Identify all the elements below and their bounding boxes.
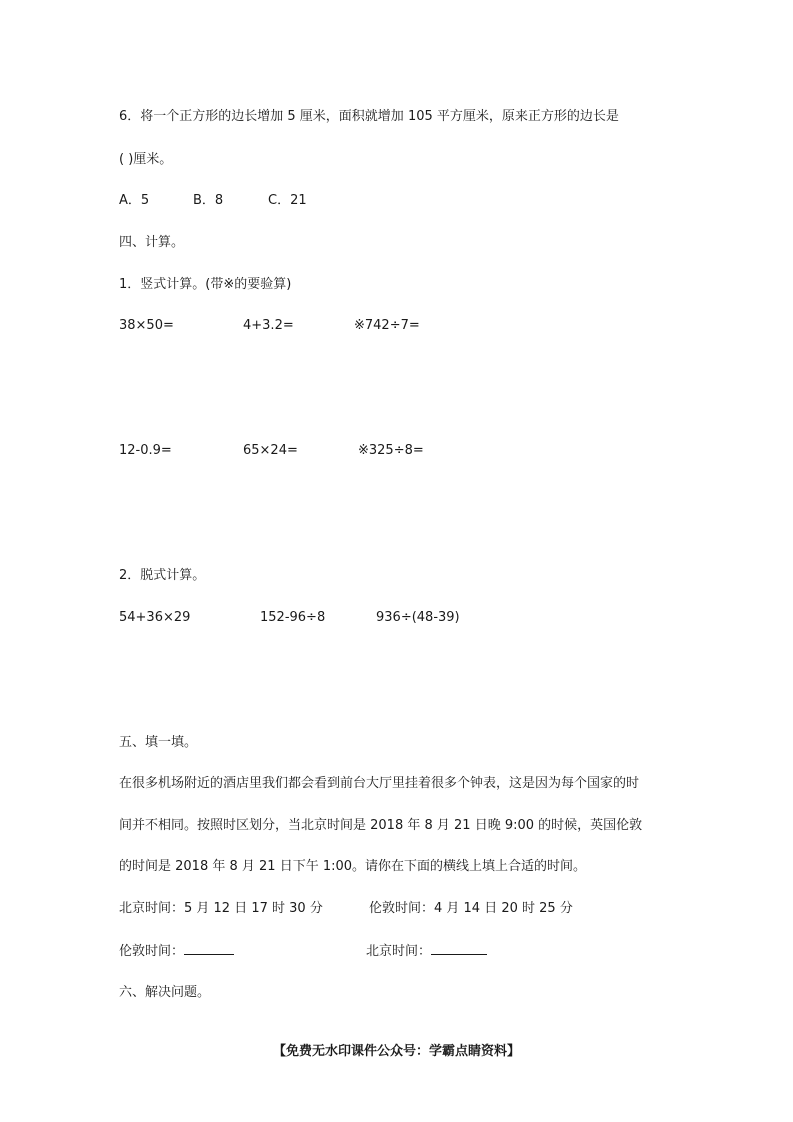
ask-london-label: 伦敦时间： xyxy=(119,944,185,959)
section4-title: 四、计算。 xyxy=(119,235,185,250)
ask-beijing-label: 北京时间： xyxy=(366,944,432,959)
calc-item: 152-96÷8 xyxy=(260,610,326,625)
ask-beijing-time xyxy=(366,942,487,961)
ask-london-time xyxy=(119,942,234,961)
section4-part2-title: 2．脱式计算。 xyxy=(119,568,206,583)
q6-line2: ( )厘米。 xyxy=(119,152,173,167)
calc-item: 65×24= xyxy=(243,443,298,458)
section5-paragraph-line3: 的时间是 2018 年 8 月 21 日下午 1:00。请你在下面的横线上填上合适的时间。 xyxy=(119,859,587,874)
q6-option-b: B．8 xyxy=(193,193,224,208)
section5-paragraph-line2: 间并不相同。按照时区划分，当北京时间是 2018 年 8 月 21 日晚 9:00 的时候，英国伦敦 xyxy=(119,818,643,833)
q6-option-a: A．5 xyxy=(119,193,150,208)
q6-option-c: C．21 xyxy=(268,193,307,208)
section5-title: 五、填一填。 xyxy=(119,735,198,750)
calc-item: ※742÷7= xyxy=(354,318,420,333)
q6-line1: 6．将一个正方形的边长增加 5 厘米，面积就增加 105 平方厘米，原来正方形的边长是 xyxy=(119,109,619,124)
calc-item: 12-0.9= xyxy=(119,443,172,458)
calc-item: 936÷(48-39) xyxy=(376,610,460,625)
section5-paragraph-line1: 在很多机场附近的酒店里我们都会看到前台大厅里挂着很多个钟表，这是因为每个国家的时 xyxy=(119,776,640,791)
calc-item: 4+3.2= xyxy=(243,318,294,333)
section4-part1-title: 1．竖式计算。(带※的要验算) xyxy=(119,277,292,292)
section6-title: 六、解决问题。 xyxy=(119,985,211,1000)
given-london-time: 伦敦时间：4 月 14 日 20 时 25 分 xyxy=(369,901,573,916)
page-footer: 【免费无水印课件公众号：学霸点睛资料】 xyxy=(272,1044,520,1059)
answer-blank-london[interactable] xyxy=(184,942,234,955)
calc-item: 38×50= xyxy=(119,318,174,333)
calc-item: ※325÷8= xyxy=(358,443,424,458)
calc-item: 54+36×29 xyxy=(119,610,191,625)
given-beijing-time: 北京时间：5 月 12 日 17 时 30 分 xyxy=(119,901,323,916)
answer-blank-beijing[interactable] xyxy=(431,942,487,955)
